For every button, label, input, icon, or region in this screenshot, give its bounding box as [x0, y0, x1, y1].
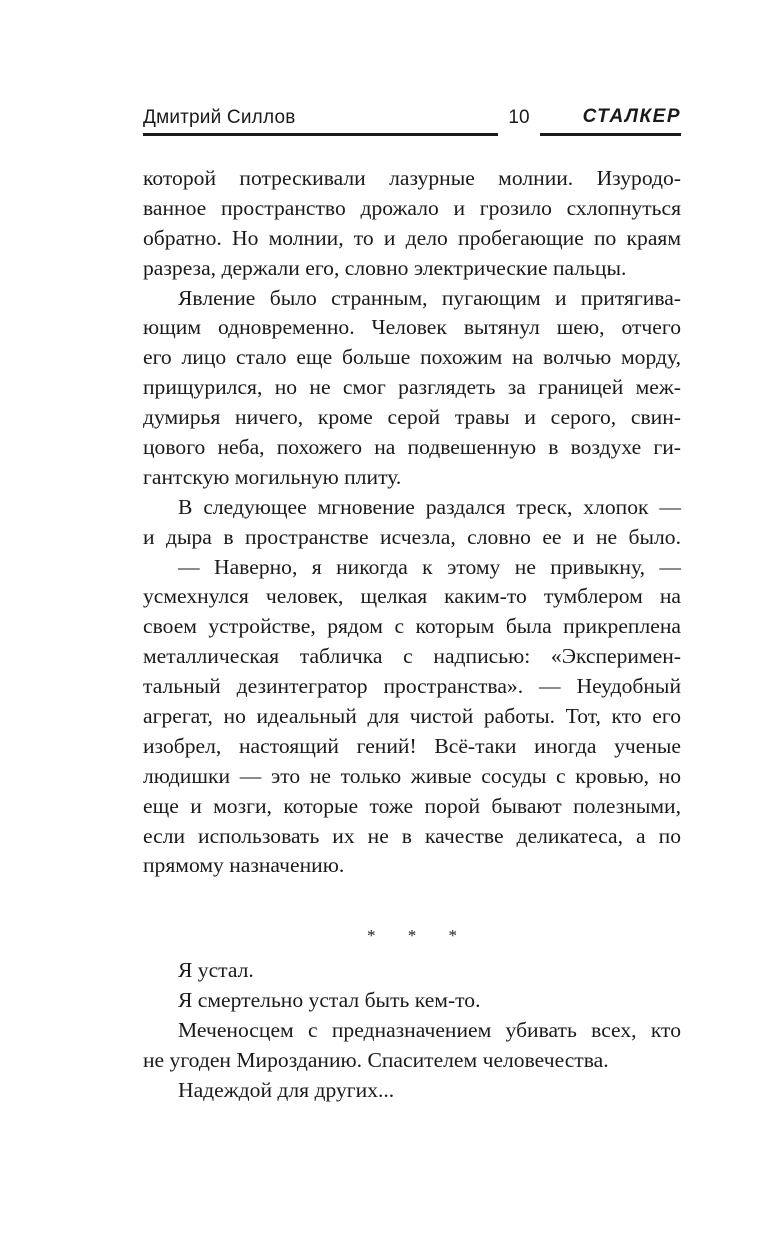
- text-line: В следующее мгновение раздался треск, хлопок —: [178, 494, 681, 519]
- page-number: 10: [508, 107, 530, 128]
- text-line: Надеждой для других...: [178, 1077, 395, 1102]
- author-name: Дмитрий Силлов: [143, 107, 296, 128]
- text-line: его лицо стало еще больше похожим на волчью морду,: [143, 345, 681, 370]
- text-line: тальный дезинтегратор пространства». — Неудобный: [143, 674, 681, 699]
- text-line: прямому назначению.: [143, 853, 345, 878]
- text-line: своем устройстве, рядом с которым была прикреплена: [143, 614, 681, 639]
- header-rule-left: [143, 133, 498, 136]
- text-line: обратно. Но молнии, то и дело пробегающие по краям: [143, 225, 681, 250]
- text-line: Меченосцем с предназначением убивать всех, кто: [178, 1017, 681, 1042]
- scene-break: * * *: [367, 926, 471, 945]
- text-line: прищурился, но не смог разглядеть за границей меж-: [143, 375, 681, 400]
- text-line: ванное пространство дрожало и грозило схлопнуться: [143, 195, 681, 220]
- text-line: Я устал.: [178, 958, 254, 982]
- text-line: — Наверно, я никогда к этому не привыкну, —: [178, 554, 681, 579]
- text-line: людишки — это не только живые сосуды с кровью, но: [143, 763, 681, 788]
- text-line: и дыра в пространстве исчезла, словно ее и не было.: [143, 524, 681, 549]
- text-line: если использовать их не в качестве деликатеса, а по: [143, 823, 681, 848]
- header-rule-right: [540, 133, 681, 136]
- text-line: еще и мозги, которые тоже порой бывают полезными,: [143, 793, 681, 818]
- text-line: металлическая табличка с надписью: «Эксперимен-: [143, 644, 681, 669]
- body-text: [143, 164, 681, 881]
- text-line: которой потрескивали лазурные молнии. Изуродо-: [143, 166, 681, 190]
- text-line: цового неба, похожего на подвешенную в воздухе ги-: [143, 435, 681, 460]
- series-title: СТАЛКЕР: [582, 106, 681, 127]
- text-line: Явление было странным, пугающим и притягива-: [178, 285, 681, 310]
- text-line: агрегат, но идеальный для чистой работы. Тот, кто его: [143, 704, 681, 729]
- running-head: [143, 104, 681, 138]
- text-line: думирья ничего, кроме серой травы и серого, свин-: [143, 405, 681, 430]
- section-two-text: [143, 956, 681, 1105]
- text-line: изобрел, настоящий гений! Всё-таки иногда ученые: [143, 733, 681, 758]
- text-line: не угоден Мирозданию. Спасителем человечества.: [143, 1047, 609, 1072]
- text-line: Я смертельно устал быть кем-то.: [178, 987, 481, 1012]
- text-line: разреза, держали его, словно электрические пальцы.: [143, 255, 627, 280]
- text-line: усмехнулся человек, щелкая каким-то тумблером на: [143, 584, 681, 609]
- text-line: гантскую могильную плиту.: [143, 464, 402, 489]
- text-line: ющим одновременно. Человек вытянул шею, отчего: [143, 315, 681, 340]
